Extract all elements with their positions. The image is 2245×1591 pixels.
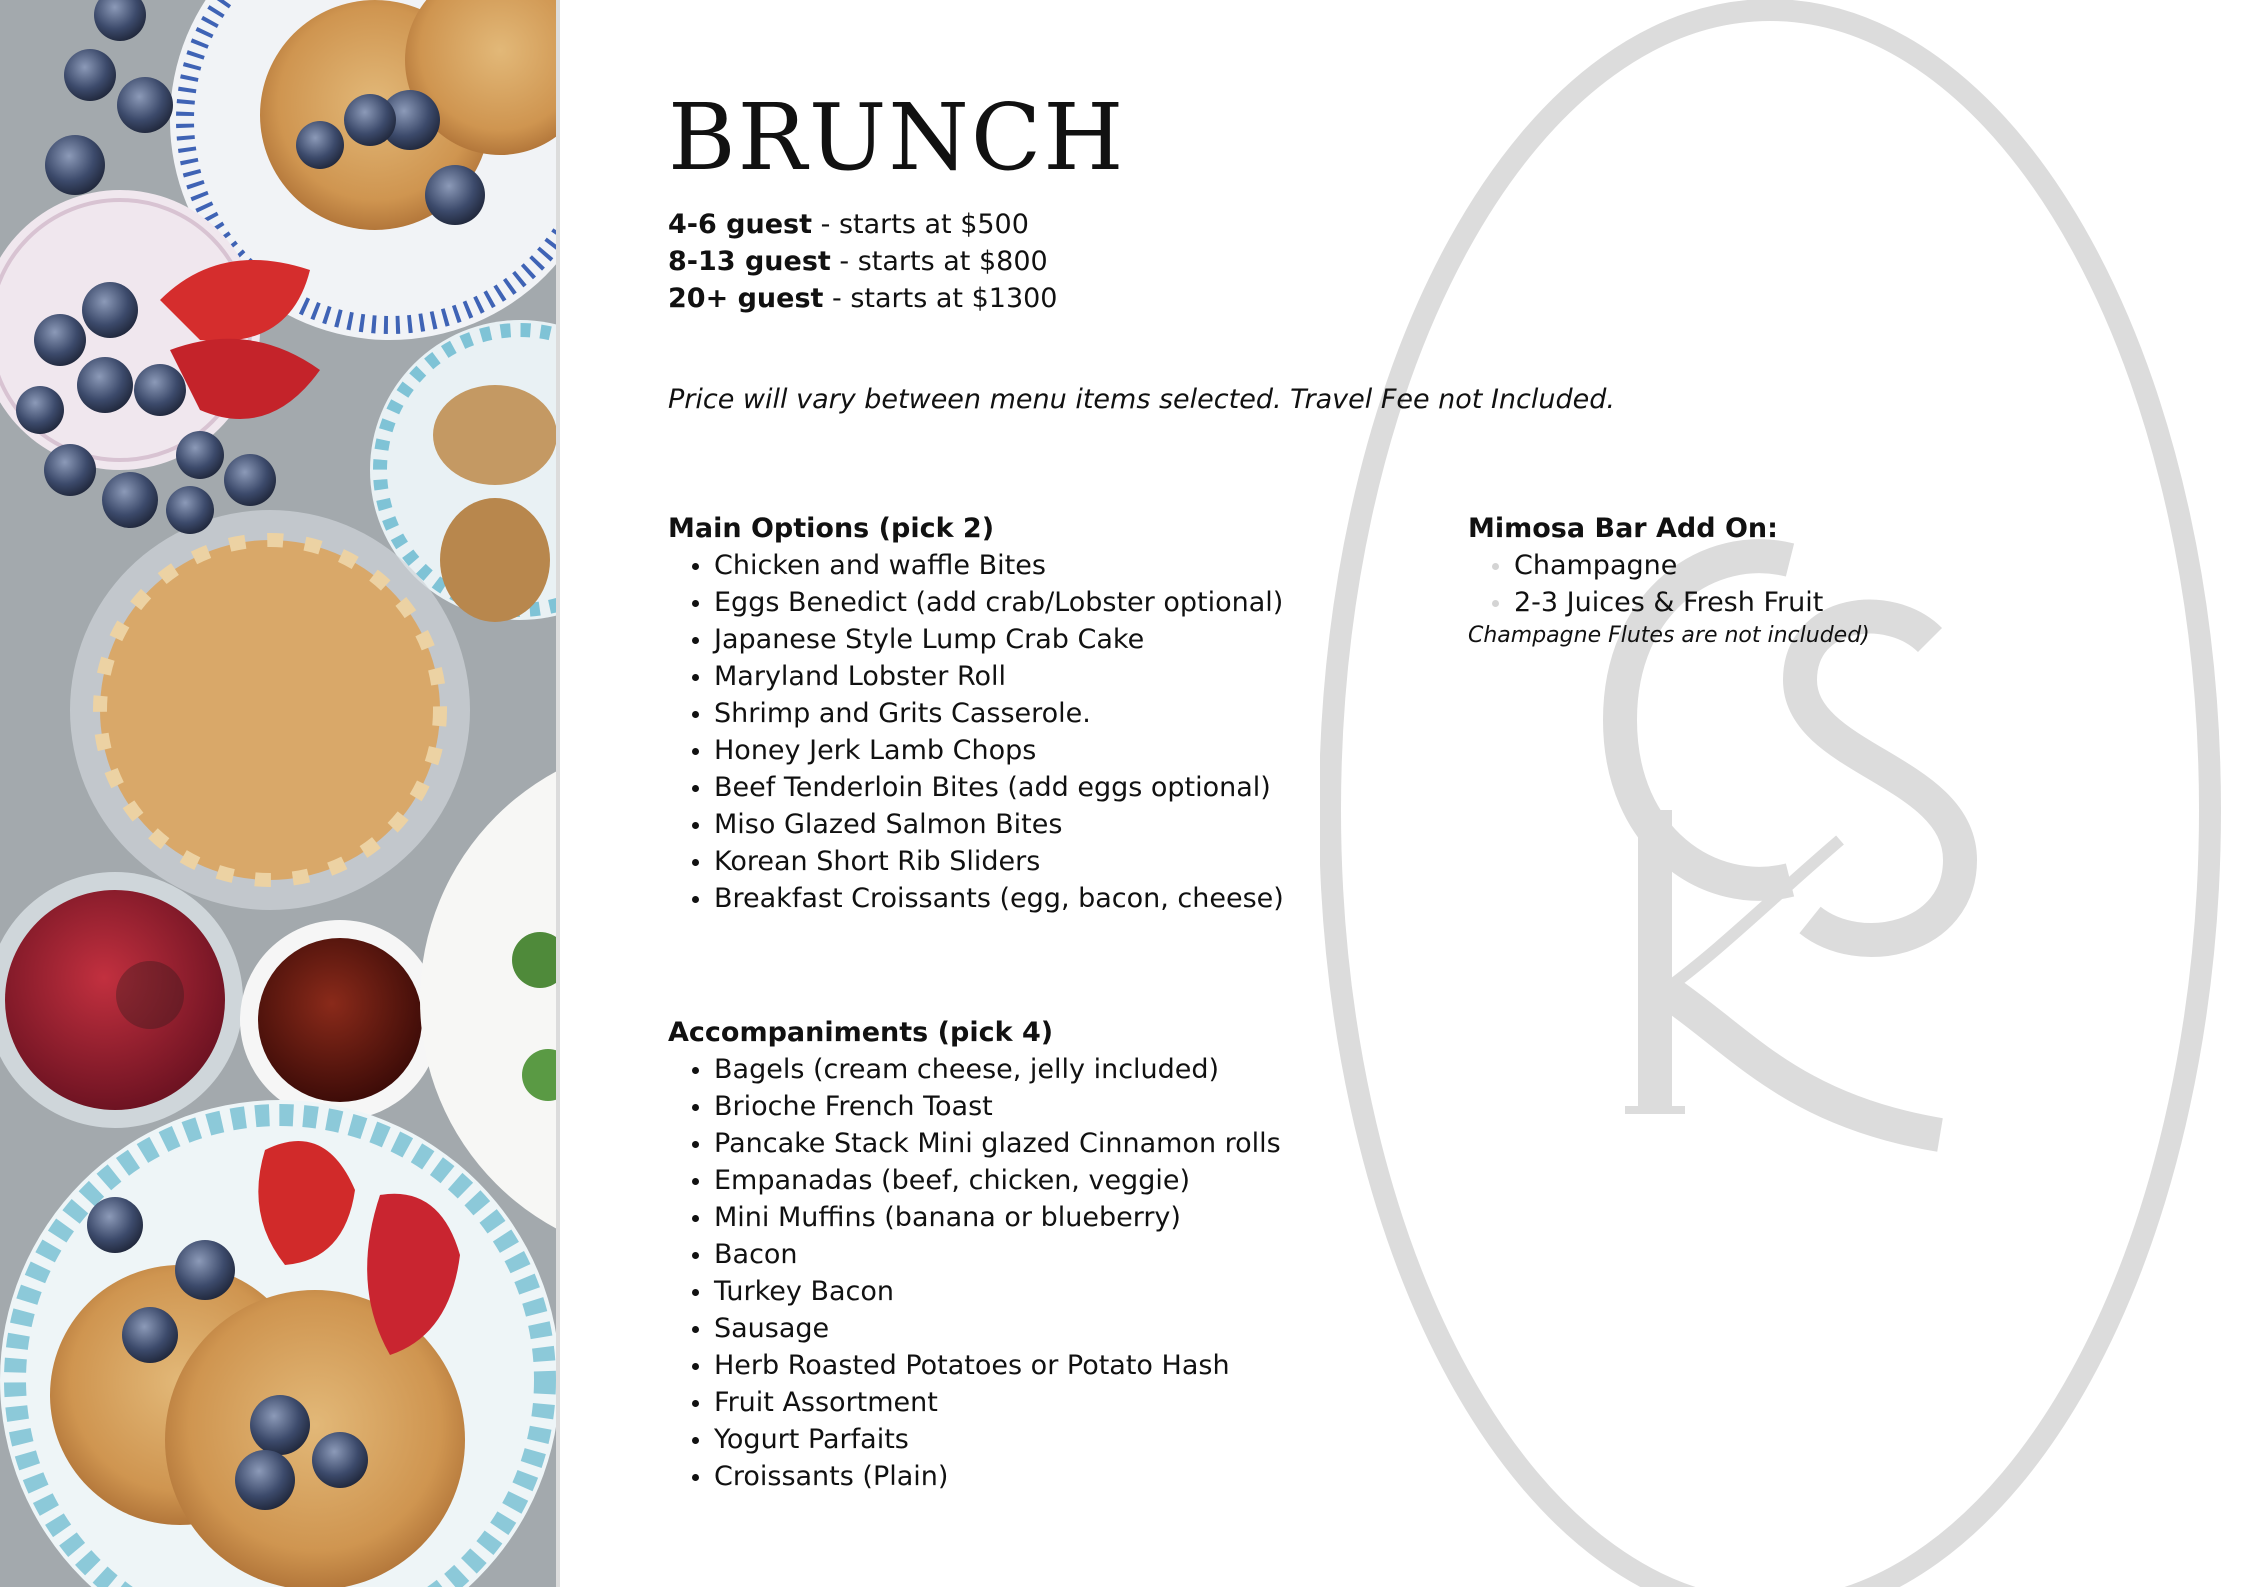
tier-guests: 8-13 guest: [668, 246, 831, 277]
main-options-list: [668, 547, 1284, 917]
list-item: Shrimp and Grits Casserole.: [714, 695, 1284, 732]
tier-price: - starts at $500: [812, 209, 1029, 240]
mimosa-list: [1468, 547, 1870, 621]
list-item: Miso Glazed Salmon Bites: [714, 806, 1284, 843]
price-note: Price will vary between menu items selected. Travel Fee not Included.: [668, 384, 1615, 415]
tier-price: - starts at $800: [830, 246, 1048, 277]
list-item: Japanese Style Lump Crab Cake: [714, 621, 1284, 658]
list-item: Chicken and waffle Bites: [714, 547, 1284, 584]
list-item: Bacon: [714, 1236, 1281, 1273]
list-item: Korean Short Rib Sliders: [714, 843, 1284, 880]
list-item: Honey Jerk Lamb Chops: [714, 732, 1284, 769]
list-item: Brioche French Toast: [714, 1088, 1281, 1125]
list-item: 2-3 Juices & Fresh Fruit: [1514, 584, 1870, 621]
list-item: Maryland Lobster Roll: [714, 658, 1284, 695]
accompaniments-list: [668, 1051, 1281, 1495]
list-item: Champagne: [1514, 547, 1870, 584]
pricing-tier: [668, 206, 1058, 243]
list-item: Croissants (Plain): [714, 1458, 1281, 1495]
list-item: Mini Muffins (banana or blueberry): [714, 1199, 1281, 1236]
mimosa-section: [1468, 510, 1870, 651]
list-item: Fruit Assortment: [714, 1384, 1281, 1421]
tier-price: - starts at $1300: [823, 283, 1058, 314]
pricing-tiers: [668, 206, 1058, 317]
list-item: Pancake Stack Mini glazed Cinnamon rolls: [714, 1125, 1281, 1162]
list-item: Empanadas (beef, chicken, veggie): [714, 1162, 1281, 1199]
pricing-tier: [668, 280, 1058, 317]
list-item: Eggs Benedict (add crab/Lobster optional): [714, 584, 1284, 621]
accompaniments-section: [668, 1014, 1281, 1495]
list-item: Herb Roasted Potatoes or Potato Hash: [714, 1347, 1281, 1384]
list-item: Beef Tenderloin Bites (add eggs optional): [714, 769, 1284, 806]
menu-title: BRUNCH: [668, 84, 1126, 191]
list-item: Sausage: [714, 1310, 1281, 1347]
tier-guests: 4-6 guest: [668, 209, 813, 240]
main-options-section: [668, 510, 1284, 917]
main-options-heading: Main Options (pick 2): [668, 513, 995, 544]
list-item: Yogurt Parfaits: [714, 1421, 1281, 1458]
mimosa-heading: Mimosa Bar Add On:: [1468, 513, 1778, 544]
pricing-tier: [668, 243, 1058, 280]
list-item: Turkey Bacon: [714, 1273, 1281, 1310]
list-item: Bagels (cream cheese, jelly included): [714, 1051, 1281, 1088]
mimosa-note: Champagne Flutes are not included): [1468, 623, 1870, 648]
list-item: Breakfast Croissants (egg, bacon, cheese): [714, 880, 1284, 917]
tier-guests: 20+ guest: [668, 283, 824, 314]
accompaniments-heading: Accompaniments (pick 4): [668, 1017, 1054, 1048]
